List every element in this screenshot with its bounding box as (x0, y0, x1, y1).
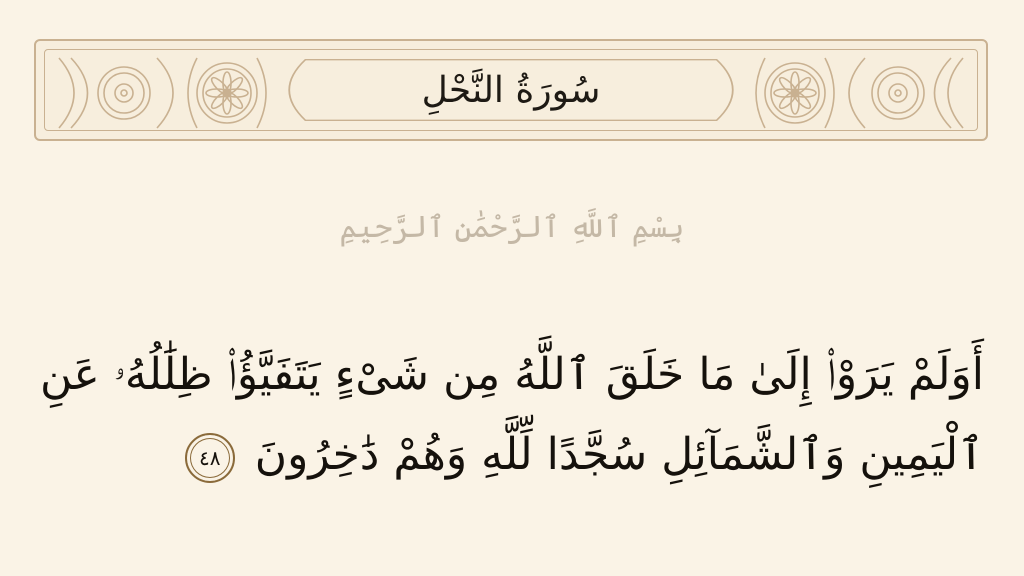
ayah-number-marker: ٤٨ (185, 433, 235, 483)
left-ornament-icon (49, 50, 279, 136)
surah-header-banner (34, 39, 988, 141)
banner-inner-border (44, 49, 978, 131)
basmala: بِسْمِ ٱللَّهِ ٱلرَّحْمَٰنِ ٱلرَّحِيمِ (339, 210, 685, 245)
surah-title: سُورَةُ النَّحْلِ (421, 69, 601, 111)
verse-text: أَوَلَمْ يَرَوْا۟ إِلَىٰ مَا خَلَقَ ٱللَّهُ مِن شَىْءٍ يَتَفَيَّؤُا۟ ظِلَٰلُهُۥ عَنِ ٱلْيَمِينِ وَٱلشَّمَآئِلِ سُجَّدًا لِّلَّهِ وَهُمْ دَٰخِرُونَ (40, 349, 984, 480)
verse-text-block (40, 335, 984, 495)
title-frame (273, 56, 749, 124)
right-ornament-icon (743, 50, 973, 136)
